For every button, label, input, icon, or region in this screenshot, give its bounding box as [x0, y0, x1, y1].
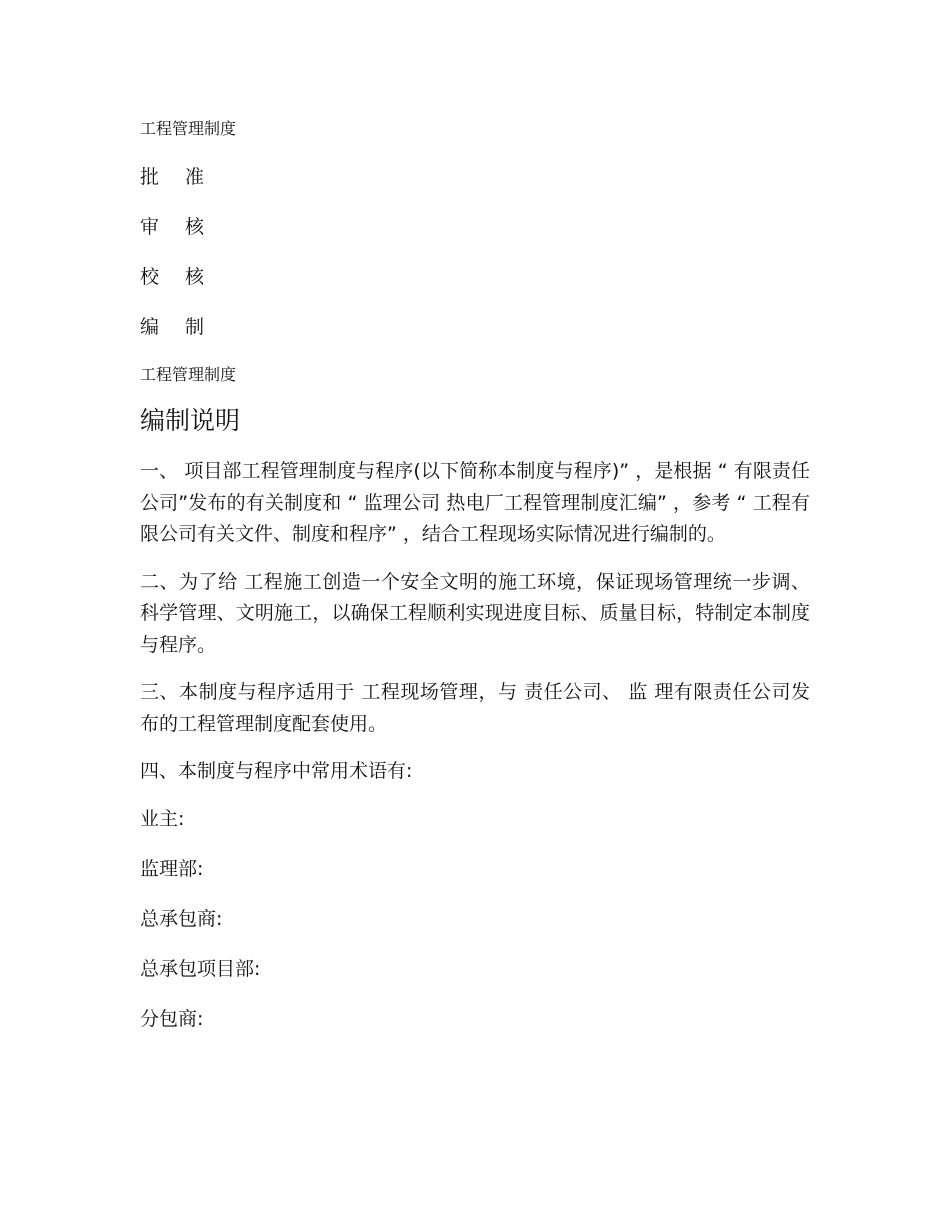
approval-line-approve: 批 准	[140, 166, 215, 188]
document-body	[140, 116, 810, 1054]
term-general-contractor: 总承包商:	[140, 907, 223, 930]
term-subcontractor: 分包商:	[140, 1007, 204, 1030]
paragraph-4: 四、本制度与程序中常用术语有:	[140, 760, 413, 782]
paragraph-2: 二、为了给 工程施工创造一个安全文明的施工环境，保证现场管理统一步调、科学管理、文明施工，以确保工程顺利实现进度目标、质量目标，特制定本制度与程序。	[140, 570, 810, 656]
document-title-top: 工程管理制度	[140, 119, 237, 138]
term-supervision-dept: 监理部:	[140, 857, 204, 880]
approval-line-check: 校 核	[140, 266, 215, 288]
paragraph-1: 一、 项目部工程管理制度与程序(以下简称本制度与程序)” ，是根据 “ 有限责任公司”发布的有关制度和 “ 监理公司 热电厂工程管理制度汇编” ，参考 “ 工程有限公司有关文件、制度和程序” ，结合工程现场实际情况进行编制的。	[140, 460, 810, 545]
document-title-repeat: 工程管理制度	[140, 365, 237, 384]
term-gc-project-dept: 总承包项目部:	[140, 957, 261, 980]
paragraph-3: 三、本制度与程序适用于 工程现场管理，与 责任公司、 监 理有限责任公司发布的工程管理制度配套使用。	[140, 681, 810, 735]
section-heading: 编制说明	[140, 406, 241, 435]
approval-line-review: 审 核	[140, 216, 215, 238]
term-owner: 业主:	[140, 807, 185, 830]
approval-line-compile: 编 制	[140, 316, 215, 338]
